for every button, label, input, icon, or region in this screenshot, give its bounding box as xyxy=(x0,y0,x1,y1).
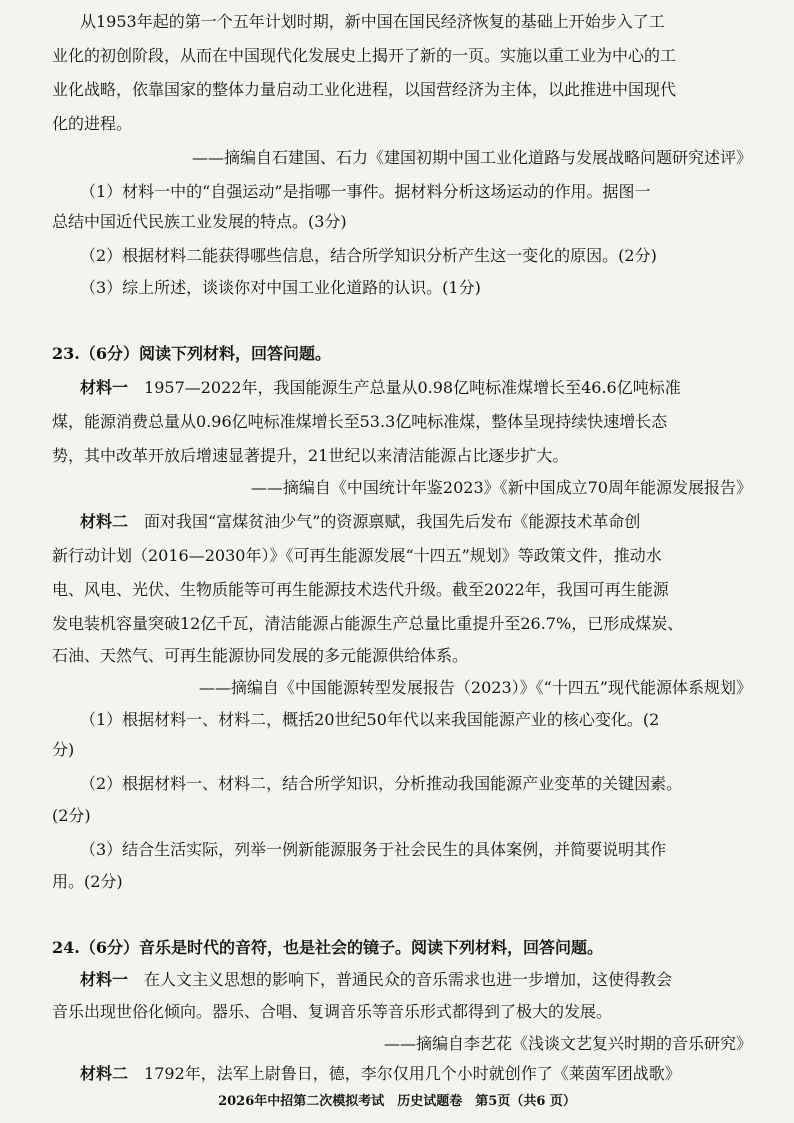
material-text: 1792年，法军上尉鲁日，德，李尔仅用几个小时就创作了《莱茵军团战歌》 xyxy=(144,1064,681,1083)
material-text-line: 新行动计划（2016—2030年）》《可再生能源发展“十四五”规划》等政策文件，推动水 xyxy=(52,546,662,565)
question-23-1: （1）根据材料一、材料二，概括20世纪50年代以来我国能源产业的核心变化。(2 xyxy=(80,710,660,729)
material-source: ——摘编自《中国能源转型发展报告（2023）》《“十四五”现代能源体系规划》 xyxy=(198,678,752,697)
material-text: 1957—2022年，我国能源生产总量从0.98亿吨标准煤增长至46.6亿吨标准 xyxy=(144,378,681,397)
question-23-header: 23.（6分）阅读下列材料，回答问题。 xyxy=(52,344,331,363)
material-source: ——摘编自《中国统计年鉴2023》《新中国成立70周年能源发展报告》 xyxy=(250,478,752,497)
question-23-2-cont: (2分) xyxy=(52,806,91,825)
material-text: 在人文主义思想的影响下，普通民众的音乐需求也进一步增加，这使得教会 xyxy=(144,970,673,989)
question-23-1-cont: 分) xyxy=(52,740,75,759)
question-24-header: 24.（6分）音乐是时代的音符，也是社会的镜子。阅读下列材料，回答问题。 xyxy=(52,938,603,957)
material-text-line: 石油、天然气、可再生能源协同发展的多元能源供给体系。 xyxy=(52,646,469,665)
question-22-3: （3）综上所述，谈谈你对中国工业化道路的认识。(1分) xyxy=(80,278,481,297)
question-22-1-cont: 总结中国近代民族工业发展的特点。(3分) xyxy=(52,212,347,231)
question-23-3-cont: 用。(2分) xyxy=(52,872,123,891)
q23-material-2 xyxy=(80,512,752,532)
material-source: ——摘编自李艺花《浅谈文艺复兴时期的音乐研究》 xyxy=(383,1034,752,1053)
q24-material-1 xyxy=(80,970,752,990)
material-text-line: 电、风电、光伏、生物质能等可再生能源技术迭代升级。截至2022年，我国可再生能源 xyxy=(52,580,669,599)
material-text-line: 业化战略，依靠国家的整体力量启动工业化进程，以国营经济为主体，以此推进中国现代 xyxy=(52,80,677,99)
q24-material-2 xyxy=(80,1064,752,1084)
question-23-2: （2）根据材料一、材料二，结合所学知识，分析推动我国能源产业变革的关键因素。 xyxy=(80,774,683,793)
material-text-line: 从1953年起的第一个五年计划时期，新中国在国民经济恢复的基础上开始步入了工 xyxy=(80,12,665,31)
material-text-line: 业化的初创阶段，从而在中国现代化发展史上揭开了新的一页。实施以重工业为中心的工 xyxy=(52,46,677,65)
material-text-line: 音乐出现世俗化倾向。器乐、合唱、复调音乐等音乐形式都得到了极大的发展。 xyxy=(52,1002,613,1021)
material-label: 材料二 xyxy=(80,512,129,531)
material-label: 材料一 xyxy=(80,378,129,397)
material-text-line: 化的进程。 xyxy=(52,114,133,133)
material-text-line: 发电装机容量突破12亿千瓦，清洁能源占能源生产总量比重提升至26.7%，已形成煤炭、 xyxy=(52,614,684,633)
q23-material-1 xyxy=(80,378,752,398)
material-label: 材料一 xyxy=(80,970,129,989)
page-footer: 2026年中招第二次模拟考试 历史试题卷 第5页（共6 页） xyxy=(218,1094,576,1109)
question-23-3: （3）结合生活实际，列举一例新能源服务于社会民生的具体案例，并简要说明其作 xyxy=(80,840,667,859)
material-label: 材料二 xyxy=(80,1064,129,1083)
question-22-2: （2）根据材料二能获得哪些信息，结合所学知识分析产生这一变化的原因。(2分) xyxy=(80,246,657,265)
material-source: ——摘编自石建国、石力《建国初期中国工业化道路与发展战略问题研究述评》 xyxy=(191,148,752,167)
question-22-1: （1）材料一中的“自强运动”是指哪一事件。据材料分析这场运动的作用。据图一 xyxy=(80,182,651,201)
material-text-line: 煤，能源消费总量从0.96亿吨标准煤增长至53.3亿吨标准煤，整体呈现持续快速增长态 xyxy=(52,412,668,431)
material-text: 面对我国“富煤贫油少气”的资源禀赋，我国先后发布《能源技术革命创 xyxy=(144,512,641,531)
material-text-line: 势，其中改革开放后增速显著提升，21世纪以来清洁能源占比逐步扩大。 xyxy=(52,446,569,465)
